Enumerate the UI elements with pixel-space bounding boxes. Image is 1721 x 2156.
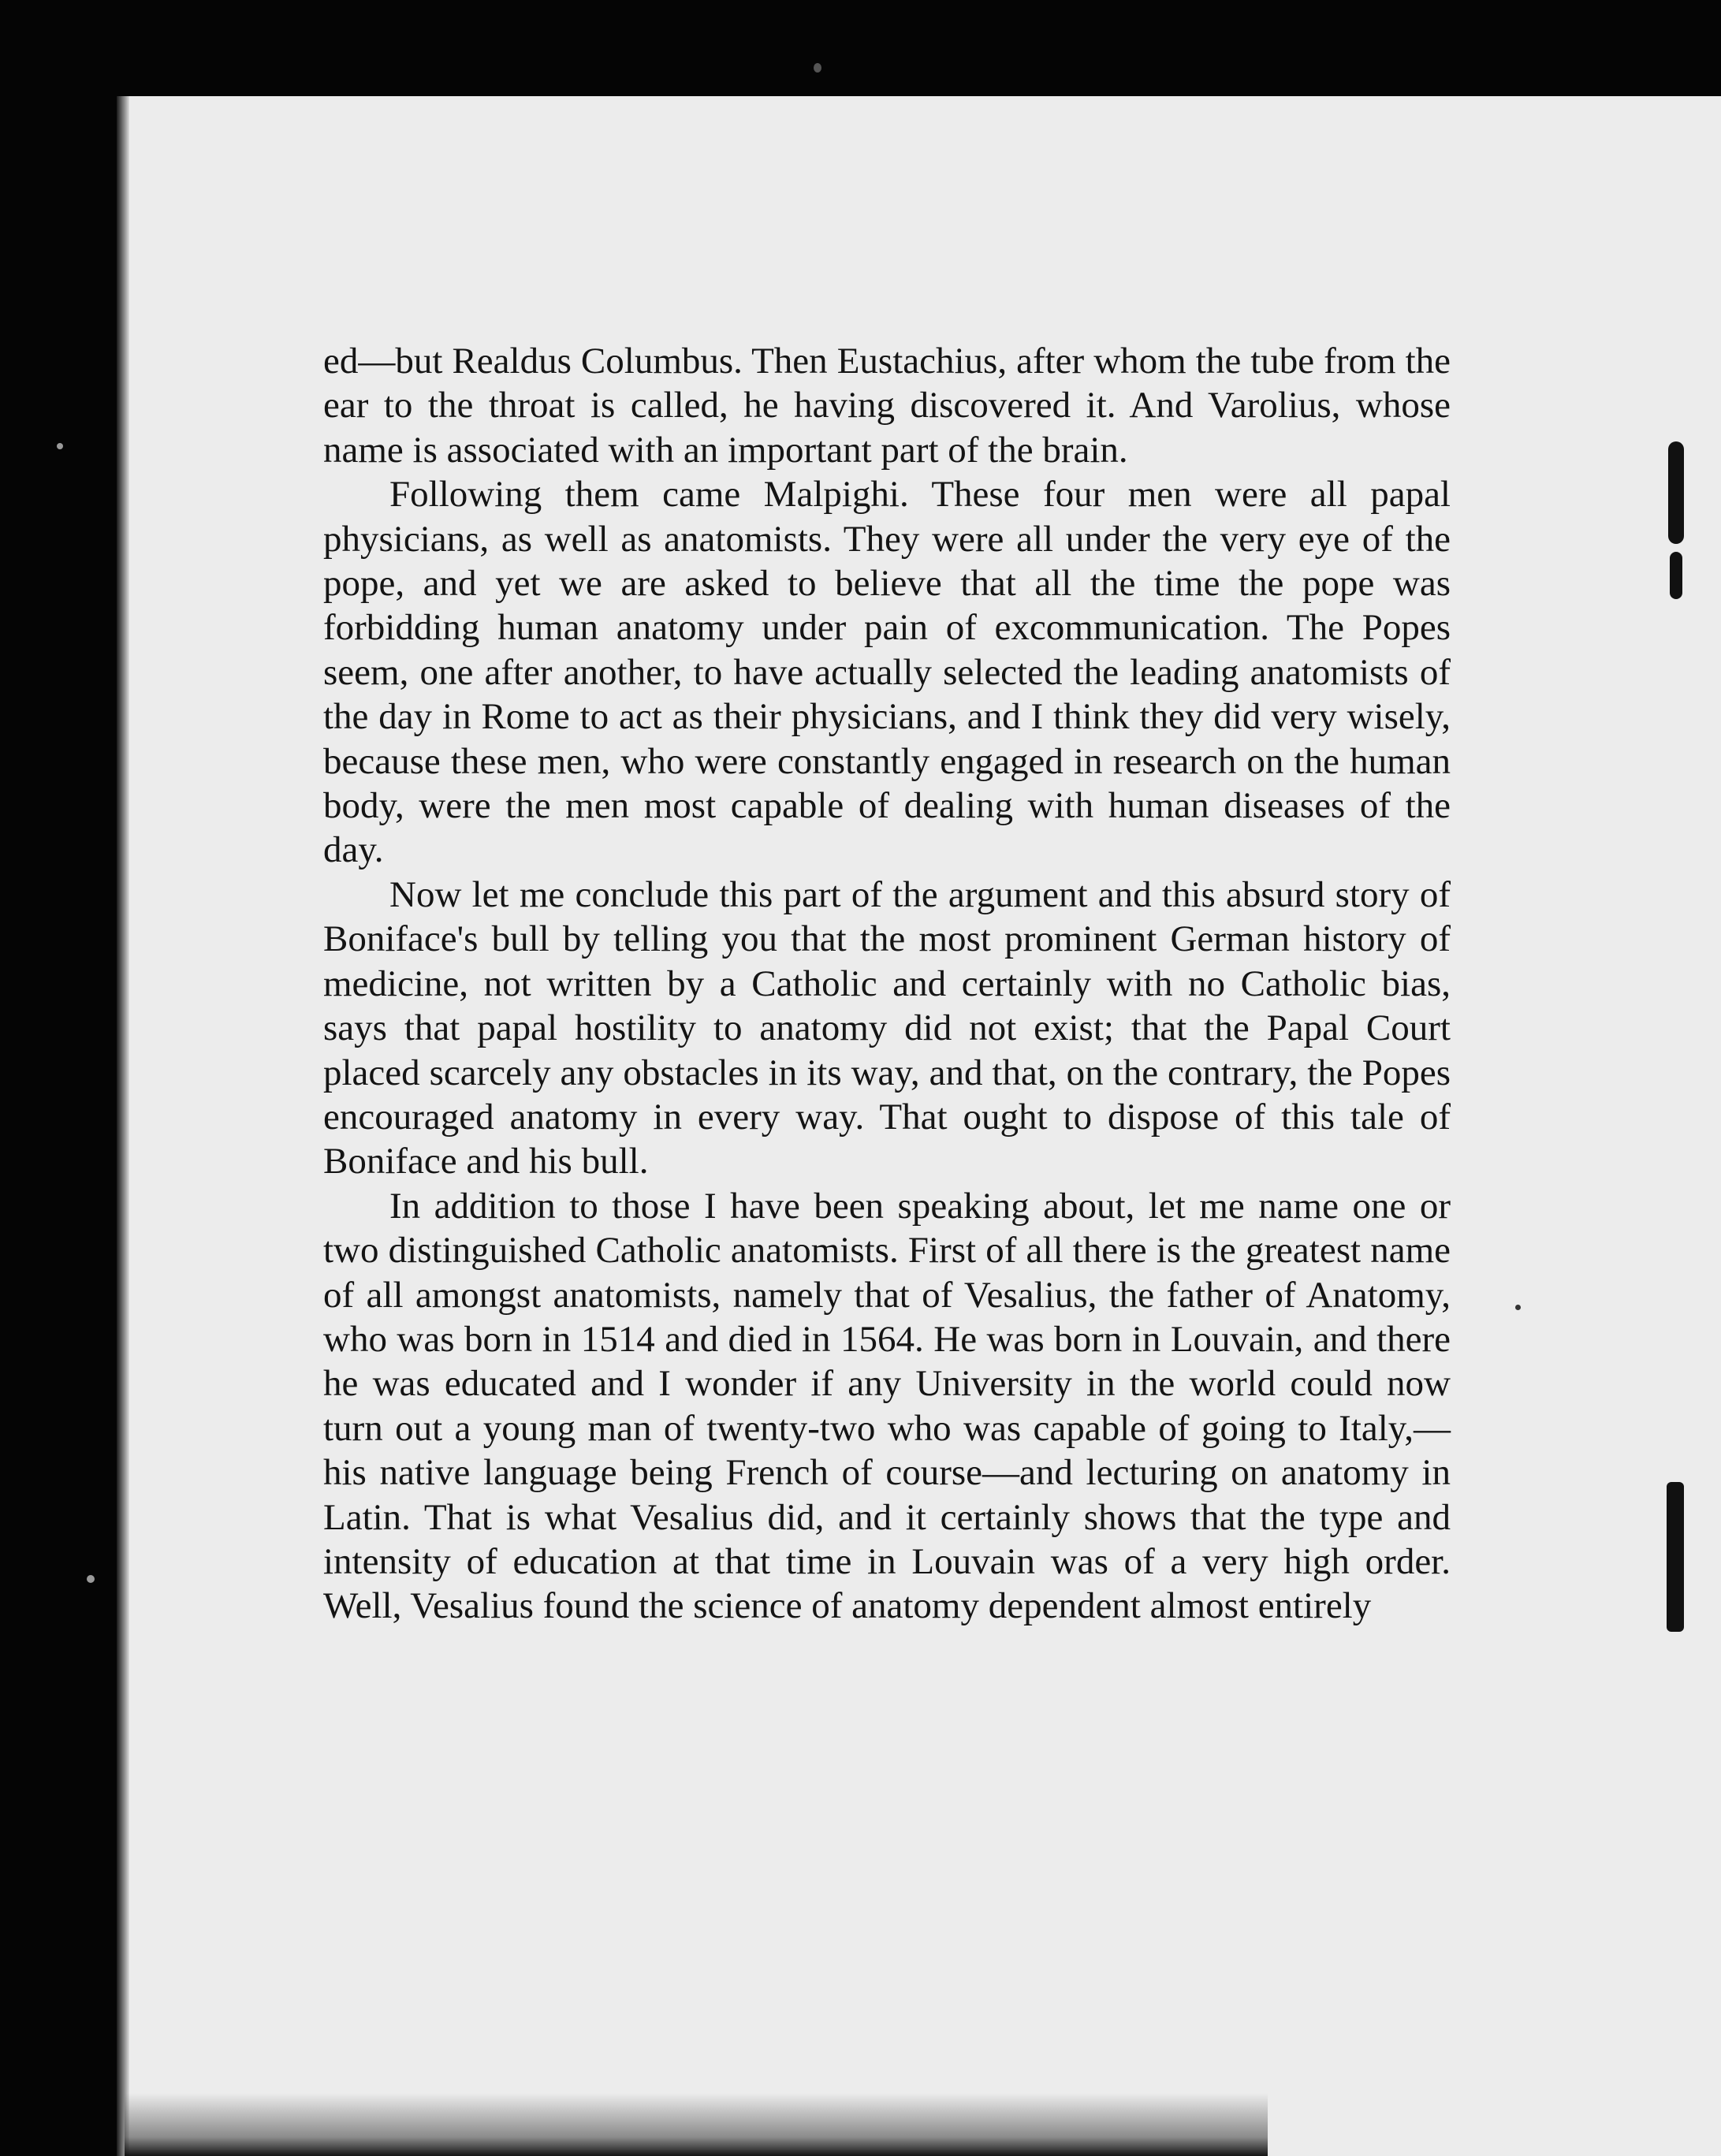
scan-mark-lower-right	[1667, 1482, 1684, 1632]
page-bottom-edge-shadow	[125, 2093, 1268, 2156]
paragraph: In addition to those I have been speaking about, let me name one or two distinguished Catholic anatomists. First of all there is the greatest name of all amongst anatomists, namely that of Vesalius, the father of Anatomy, who was born in 1514 and died in 1564. He was born in Louvain, and there he was educated and I wonder if any University in the world could now turn out a young man of twenty-two who was capable of going to Italy,—his native language being French of course—and lecturing on anatomy in Latin. That is what Vesalius did, and it certainly shows that the type and intensity of education at that time in Louvain was of a very high order. Well, Vesalius found the science of anatomy dependent almost entirely	[323, 1185, 1451, 1627]
dust-speck	[814, 63, 821, 73]
paragraph: ed—but Realdus Columbus. Then Eustachius, after whom the tube from the ear to the throat is called, he having discovered it. And Varolius, whose name is associated with an important part of the brain.	[323, 341, 1451, 471]
paragraph: Now let me conclude this part of the argument and this absurd story of Boniface's bull by telling you that the most prominent German history of medicine, not written by a Catholic and certainly with no Catholic bias, says that papal hostility to anatomy did not exist; that the Papal Court placed scarcely any obstacles in its way, and that, on the contrary, the Popes encouraged anatomy in every way. That ought to dispose of this tale of Boniface and his bull.	[323, 873, 1451, 1182]
scan-mark-upper-right-small	[1670, 552, 1682, 599]
dust-speck	[57, 443, 63, 449]
dust-speck	[1515, 1305, 1521, 1310]
scan-mark-upper-right	[1668, 441, 1684, 544]
page-left-edge-shadow	[117, 96, 129, 2156]
body-text	[323, 339, 1451, 1629]
dust-speck	[87, 1575, 95, 1583]
paragraph: Following them came Malpighi. These four men were all papal physicians, as well as anatomists. They were all under the very eye of the pope, and yet we are asked to believe that all the time the pope was forbidding human anatomy under pain of excommunication. The Popes seem, one after another, to have actually selected the leading anatomists of the day in Rome to act as their physicians, and I think they did very wisely, because these men, who were constantly engaged in research on the human body, were the men most capable of dealing with human diseases of the day.	[323, 474, 1451, 871]
